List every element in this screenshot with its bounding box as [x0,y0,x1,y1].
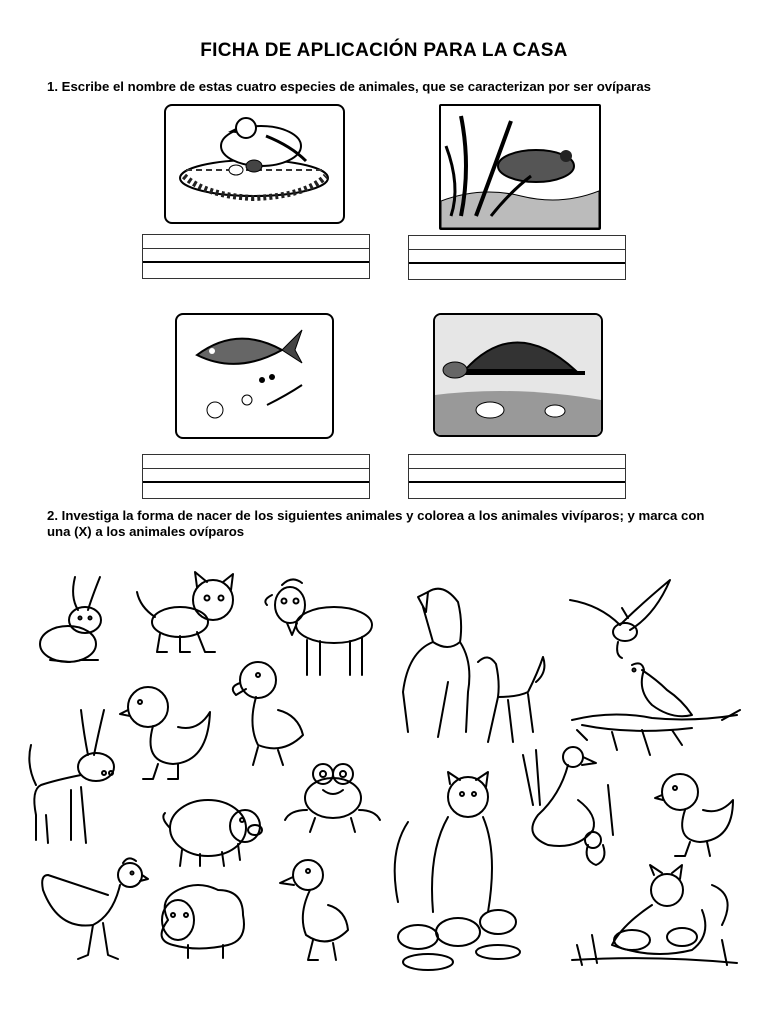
small-duck-illustration[interactable] [278,855,358,965]
page-title: FICHA DE APLICACIÓN PARA LA CASA [200,40,568,61]
chick-right-illustration[interactable] [655,770,735,858]
fish-eggs-illustration [175,313,334,439]
chick-illustration[interactable] [118,682,213,782]
answer-line[interactable] [409,250,625,264]
answer-line[interactable] [143,263,369,277]
duck-with-duckling-illustration[interactable] [518,745,618,875]
answer-line[interactable] [143,235,369,249]
donkey-illustration[interactable] [26,705,121,845]
answer-lines-turtle[interactable] [408,454,626,499]
answer-line[interactable] [409,483,625,497]
hen-illustration[interactable] [38,855,148,963]
pig-illustration[interactable] [160,788,265,868]
duckling-illustration[interactable] [228,655,308,767]
frog-grass-illustration [439,104,601,230]
frog-illustration[interactable] [285,760,380,835]
cat-with-kittens-illustration[interactable] [388,772,523,972]
sheep-illustration[interactable] [148,880,253,960]
answer-line[interactable] [409,264,625,278]
answer-line[interactable] [409,469,625,483]
rabbit-illustration[interactable] [30,572,115,667]
answer-lines-bird[interactable] [142,234,370,279]
question-1: 1. Escribe el nombre de estas cuatro especies de animales, que se caracterizan por ser ovíparas [47,79,651,94]
answer-lines-fish[interactable] [142,454,370,499]
horse-and-foal-illustration[interactable] [388,582,548,747]
answer-line[interactable] [143,249,369,263]
answer-line[interactable] [143,469,369,483]
answer-lines-frog[interactable] [408,235,626,280]
answer-line[interactable] [409,236,625,250]
kitten-illustration[interactable] [135,572,240,657]
flying-bird-illustration[interactable] [570,580,675,660]
question-2: 2. Investiga la forma de nacer de los siguientes animales y colorea a los animales vivíparos; y marca con una (X) a los animales ovíparos [47,508,705,539]
answer-line[interactable] [143,483,369,497]
answer-line[interactable] [409,455,625,469]
bird-nest-illustration [164,104,345,224]
answer-line[interactable] [143,455,369,469]
fox-with-cubs-illustration[interactable] [572,865,737,970]
turtle-eggs-illustration [433,313,603,437]
